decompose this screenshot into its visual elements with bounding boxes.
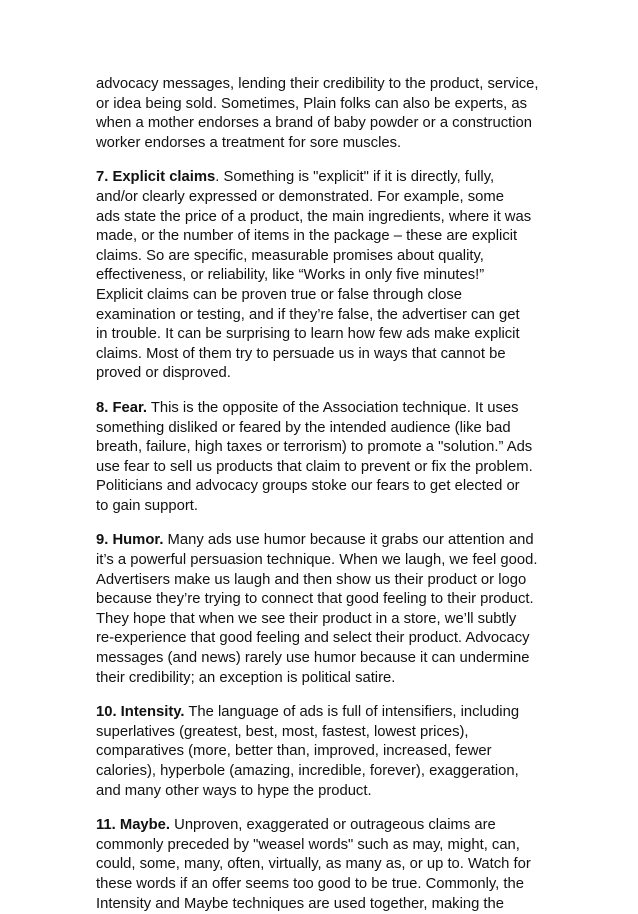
line-text: They hope that when we see their product in a store, we’ll subtly: [96, 610, 517, 627]
line-text: something disliked or feared by the intended audience (like bad: [96, 419, 511, 436]
line-text: these words if an offer seems too good to be true. Commonly, the: [96, 875, 524, 892]
line-text: . Something is "explicit" if it is directly, fully,: [215, 169, 495, 186]
line-text: claims. So are specific, measurable promises about quality,: [96, 247, 484, 264]
text-line: [96, 782, 550, 802]
text-line: [96, 227, 550, 247]
line-text: proved or disproved.: [96, 365, 231, 382]
text-line: [96, 649, 550, 669]
line-text: or idea being sold. Sometimes, Plain folks can also be experts, as: [96, 95, 527, 112]
line-text: it’s a powerful persuasion technique. When we laugh, we feel good.: [96, 552, 538, 569]
line-text: Advertisers make us laugh and then show us their product or logo: [96, 571, 527, 588]
text-line: [96, 438, 550, 458]
text-line: [96, 306, 550, 326]
paragraph-intensity: [96, 703, 550, 801]
line-text: in trouble. It can be surprising to learn how few ads make explicit: [96, 326, 520, 343]
line-text: claims. Most of them try to persuade us in ways that cannot be: [96, 345, 506, 362]
section-heading: 7. Explicit claims: [96, 169, 216, 186]
line-text: Intensity and Maybe techniques are used together, making the: [96, 895, 504, 912]
text-line: [96, 325, 550, 345]
line-text: use fear to sell us products that claim to prevent or fix the problem.: [96, 458, 533, 475]
text-line: [96, 345, 550, 365]
section-heading: 11. Maybe.: [96, 817, 171, 834]
line-text: This is the opposite of the Association technique. It uses: [147, 399, 519, 416]
text-line: [96, 477, 550, 497]
line-text: breath, failure, high taxes or terrorism) to promote a "solution.” Ads: [96, 439, 533, 456]
paragraph-explicit-claims: [96, 168, 550, 384]
text-line: [96, 629, 550, 649]
text-line: [96, 95, 550, 115]
text-line: [96, 399, 550, 419]
section-heading: 10. Intensity.: [96, 704, 185, 721]
line-text: to gain support.: [96, 497, 199, 514]
line-text: Many ads use humor because it grabs our attention and: [163, 532, 534, 549]
line-text: commonly preceded by "weasel words" such as may, might, can,: [96, 836, 520, 853]
text-line: [96, 590, 550, 610]
paragraph-experts-continued: [96, 75, 550, 153]
line-text: examination or testing, and if they’re false, the advertiser can get: [96, 306, 520, 323]
paragraph-maybe: [96, 816, 550, 914]
text-line: [96, 208, 550, 228]
line-text: The language of ads is full of intensifiers, including: [184, 704, 520, 721]
line-text: and many other ways to hype the product.: [96, 782, 372, 799]
text-line: [96, 114, 550, 134]
line-text: could, some, many, often, virtually, as many as, or up to. Watch for: [96, 856, 531, 873]
text-line: [96, 266, 550, 286]
text-line: [96, 419, 550, 439]
text-line: [96, 895, 550, 914]
text-line: [96, 610, 550, 630]
paragraph-fear: [96, 399, 550, 517]
line-text: worker endorses a treatment for sore muscles.: [96, 134, 402, 151]
line-text: calories), hyperbole (amazing, incredible, forever), exaggeration,: [96, 763, 519, 779]
text-line: [96, 669, 550, 689]
paragraph-humor: [96, 531, 550, 688]
text-line: [96, 188, 550, 208]
document-body: [96, 75, 550, 914]
line-text: Politicians and advocacy groups stoke our fears to get elected or: [96, 478, 520, 495]
line-text: because they’re trying to connect that good feeling to their product.: [96, 591, 534, 608]
text-line: [96, 816, 550, 836]
line-text: when a mother endorses a brand of baby powder or a construction: [96, 115, 532, 132]
text-line: [96, 855, 550, 875]
section-heading: 9. Humor.: [96, 532, 164, 549]
text-line: [96, 531, 550, 551]
section-heading: 8. Fear.: [96, 399, 148, 416]
text-line: [96, 836, 550, 856]
line-text: re-experience that good feeling and select their product. Advocacy: [96, 630, 530, 647]
line-text: superlatives (greatest, best, most, fastest, lowest prices),: [96, 723, 469, 740]
text-line: [96, 497, 550, 517]
line-text: and/or clearly expressed or demonstrated. For example, some: [96, 188, 504, 205]
text-line: [96, 75, 550, 95]
line-text: Explicit claims can be proven true or false through close: [96, 286, 462, 303]
line-text: advocacy messages, lending their credibility to the product, service,: [96, 76, 539, 92]
line-text: made, or the number of items in the package – these are explicit: [96, 228, 518, 245]
text-line: [96, 286, 550, 306]
text-line: [96, 364, 550, 384]
line-text: messages (and news) rarely use humor because it can undermine: [96, 650, 530, 667]
line-text: comparatives (more, better than, improved, increased, fewer: [96, 743, 492, 760]
line-text: ads state the price of a product, the main ingredients, where it was: [96, 208, 532, 225]
text-line: [96, 571, 550, 591]
line-text: Unproven, exaggerated or outrageous claims are: [170, 817, 496, 834]
line-text: effectiveness, or reliability, like “Works in only five minutes!”: [96, 267, 485, 284]
text-line: [96, 551, 550, 571]
text-line: [96, 458, 550, 478]
text-line: [96, 168, 550, 188]
text-line: [96, 875, 550, 895]
text-line: [96, 703, 550, 723]
text-line: [96, 723, 550, 743]
text-line: [96, 762, 550, 782]
text-line: [96, 742, 550, 762]
line-text: their credibility; an exception is political satire.: [96, 669, 396, 686]
text-line: [96, 134, 550, 154]
text-line: [96, 247, 550, 267]
